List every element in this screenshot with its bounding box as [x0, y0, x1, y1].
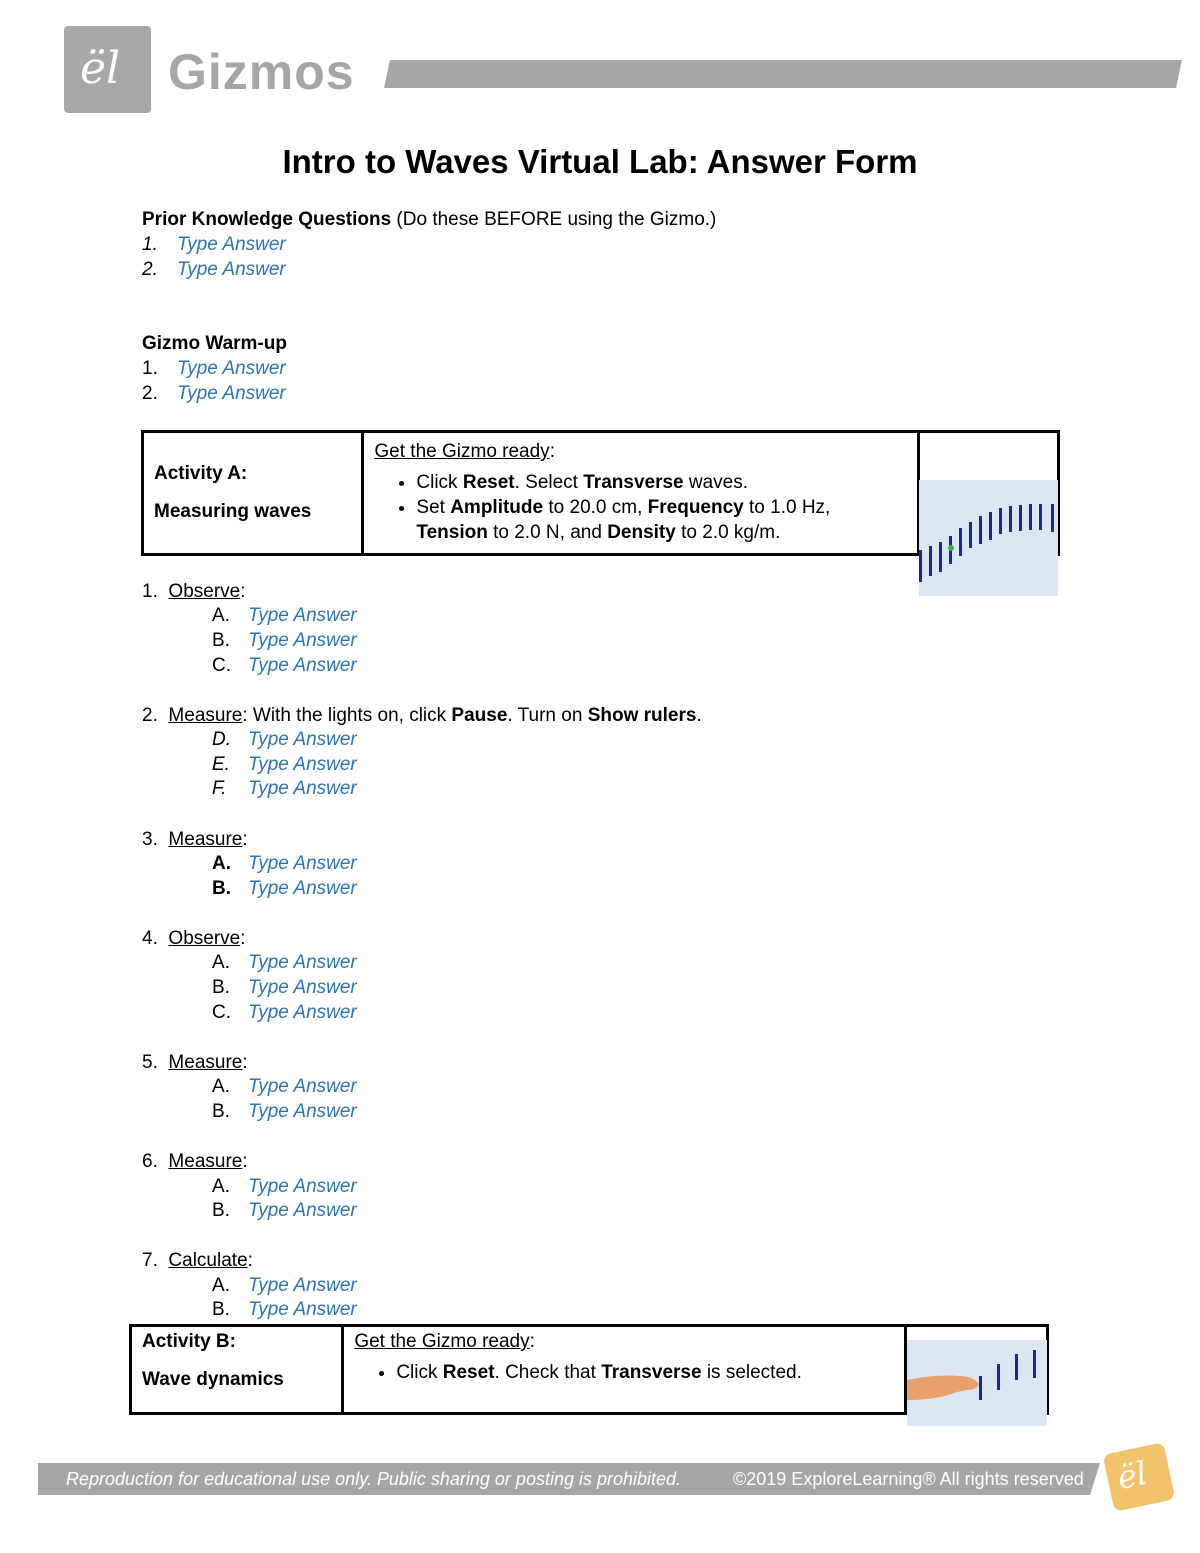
answer-field[interactable]: Type Answer [248, 1101, 357, 1122]
answer-field[interactable]: Type Answer [248, 1176, 357, 1197]
activity-b-name: Wave dynamics [142, 1369, 284, 1390]
answer-field[interactable]: Type Answer [248, 952, 357, 973]
answer-field[interactable]: Type Answer [248, 605, 357, 626]
warmup-heading: Gizmo Warm-up [142, 333, 287, 354]
hand-wave-graphic [907, 1340, 1047, 1426]
wave-bar [1033, 1350, 1036, 1378]
activity-b-title-cell [131, 1326, 343, 1414]
wave-bar [939, 542, 942, 572]
q6-sub-b: B. [212, 1200, 230, 1221]
answer-field[interactable]: Type Answer [248, 977, 357, 998]
wave-bar [1015, 1354, 1018, 1380]
answer-field[interactable]: Type Answer [248, 729, 357, 750]
answer-field[interactable]: Type Answer [248, 630, 357, 651]
question-7: 7. Calculate: [142, 1250, 253, 1271]
question-3: 3. Measure: [142, 829, 248, 850]
wave-bar [1009, 506, 1012, 532]
answer-field[interactable]: Type Answer [248, 1076, 357, 1097]
q5-sub-a: A. [212, 1076, 230, 1097]
wave-bar [979, 516, 982, 544]
answer-field[interactable]: Type Answer [177, 358, 286, 379]
answer-field[interactable]: Type Answer [248, 878, 357, 899]
gizmo-ready-label: Get the Gizmo ready [374, 441, 550, 462]
activity-b-label: Activity B: [142, 1331, 236, 1352]
wave-bar [1039, 504, 1042, 530]
wave-bar [1051, 504, 1054, 532]
wave-bar [959, 528, 962, 556]
wave-bar [919, 550, 922, 582]
hand-gizmo-image [907, 1340, 1047, 1426]
wave-bar [979, 1376, 982, 1400]
step-reset: • Click Reset. Select Transverse waves. [416, 470, 917, 495]
answer-field[interactable]: Type Answer [248, 1275, 357, 1296]
gizmo-ready-label: Get the Gizmo ready [354, 1331, 530, 1352]
answer-field[interactable]: Type Answer [177, 234, 286, 255]
logo-glyph: ël [80, 43, 121, 94]
q1-sub-a: A. [212, 605, 230, 626]
answer-field[interactable]: Type Answer [177, 259, 286, 280]
footer-disclaimer: Reproduction for educational use only. Public sharing or posting is prohibited. [66, 1469, 682, 1489]
wave-marker [948, 545, 954, 551]
q4-sub-b: B. [212, 977, 230, 998]
activity-a-instructions: Get the Gizmo ready: • Click Reset. Select Transverse waves. • Set Amplitude to 20.0 cm, Frequency to 1.0 Hz, Tension to 2.0 N, and Density to 2.0 kg/m. [363, 432, 919, 555]
wave-gizmo-image [919, 480, 1058, 596]
q4-sub-c: C. [212, 1002, 231, 1023]
answer-field[interactable]: Type Answer [248, 1200, 357, 1221]
q1-sub-c: C. [212, 655, 231, 676]
page-title: Intro to Waves Virtual Lab: Answer Form [282, 143, 918, 180]
wave-bar [929, 546, 932, 576]
wave-bar [1029, 504, 1032, 530]
wave-bars-graphic [919, 480, 1058, 596]
wave-bar [1019, 505, 1022, 531]
prior-item-1: 1. [142, 234, 158, 255]
q5-sub-b: B. [212, 1101, 230, 1122]
warmup-item-2: 2. [142, 383, 158, 404]
q1-sub-b: B. [212, 630, 230, 651]
answer-field[interactable]: Type Answer [248, 853, 357, 874]
answer-field[interactable]: Type Answer [248, 1299, 357, 1320]
activity-a-name: Measuring waves [154, 501, 312, 522]
wave-bar [999, 508, 1002, 534]
wave-bar [969, 522, 972, 548]
q2-sub-e: E. [212, 754, 230, 775]
hand-shape [907, 1376, 979, 1401]
activity-a-label: Activity A: [154, 463, 248, 484]
answer-field[interactable]: Type Answer [248, 1002, 357, 1023]
q3-sub-b: B. [212, 878, 231, 899]
wave-bar [989, 512, 992, 540]
question-2: 2. Measure: With the lights on, click Pause. Turn on Show rulers. [142, 705, 702, 726]
gizmos-brand: Gizmos [168, 44, 355, 100]
footer-logo-glyph: ël [1113, 1453, 1151, 1498]
q4-sub-a: A. [212, 952, 230, 973]
answer-field[interactable]: Type Answer [248, 754, 357, 775]
answer-field[interactable]: Type Answer [248, 655, 357, 676]
footer-copyright: ©2019 ExploreLearning® All rights reserved [733, 1469, 1084, 1489]
step-settings: • Set Amplitude to 20.0 cm, Frequency to 1.0 Hz, Tension to 2.0 N, and Density to 2.0 kg/m. [416, 495, 917, 545]
question-5: 5. Measure: [142, 1052, 248, 1073]
question-1: 1. Observe: [142, 581, 246, 602]
question-6: 6. Measure: [142, 1151, 248, 1172]
q7-sub-a: A. [212, 1275, 230, 1296]
step-reset: • Click Reset. Check that Transverse is selected. [396, 1360, 904, 1385]
q2-sub-f: F. [212, 778, 227, 799]
answer-field[interactable]: Type Answer [177, 383, 286, 404]
q2-sub-d: D. [212, 729, 231, 750]
header-bar [384, 60, 1182, 88]
q7-sub-b: B. [212, 1299, 230, 1320]
q6-sub-a: A. [212, 1176, 230, 1197]
footer-logo [1103, 1442, 1176, 1512]
activity-b-steps [354, 1360, 904, 1385]
q3-sub-a: A. [212, 853, 231, 874]
activity-a-title-cell [143, 432, 363, 555]
answer-field[interactable]: Type Answer [248, 778, 357, 799]
wave-bar [997, 1364, 1000, 1390]
activity-a-steps [374, 470, 917, 545]
prior-knowledge-heading: Prior Knowledge Questions (Do these BEFORE using the Gizmo.) [142, 209, 717, 230]
question-4: 4. Observe: [142, 928, 246, 949]
warmup-item-1: 1. [142, 358, 158, 379]
prior-item-2: 2. [142, 259, 158, 280]
activity-b-instructions: Get the Gizmo ready: • Click Reset. Check that Transverse is selected. [343, 1326, 906, 1414]
